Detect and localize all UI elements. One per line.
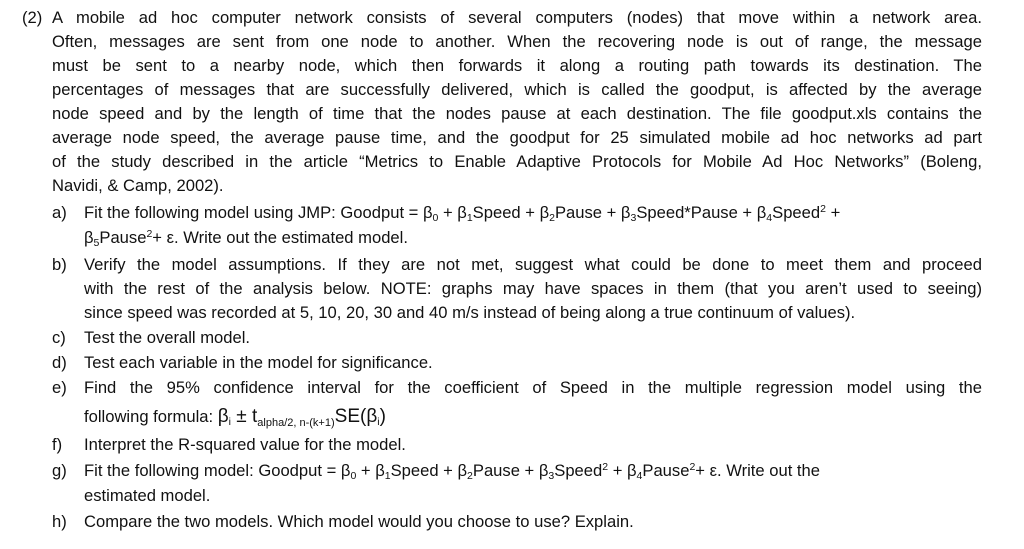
- item-text: with the rest of the analysis below. NOTE: graphs may have spaces in them (that you aren’t used to seeing): [84, 279, 982, 298]
- item-text: since speed was recorded at 5, 10, 20, 30 and 40 m/s instead of being along a true continuum of values).: [84, 303, 856, 322]
- intro-line: average node speed, the average pause time, and the goodput for 25 simulated mobile ad hoc networks ad part: [52, 128, 982, 147]
- intro-line: A mobile ad hoc computer network consists of several computers (nodes) that move within a network area.: [52, 8, 982, 27]
- item-text: Verify the model assumptions. If they are not met, suggest what could be done to meet them and proceed: [84, 255, 982, 274]
- intro-line: Often, messages are sent from one node to another. When the recovering node is out of range, the message: [52, 32, 982, 51]
- intro-line: of the study described in the article “Metrics to Enable Adaptive Protocols for Mobile Ad Hoc Networks” (Boleng,: [52, 152, 982, 171]
- intro-line: percentages of messages that are successfully delivered, which is called the goodput, is affected by the average: [52, 80, 982, 99]
- item-text: Compare the two models. Which model would you choose to use? Explain.: [84, 512, 634, 531]
- item-text: Test the overall model.: [84, 328, 251, 347]
- item-text: Interpret the R-squared value for the model.: [84, 435, 406, 454]
- item-text: $\beta_5Pause^2+ \varepsilon$. Write out the estimated model.: [84, 228, 408, 249]
- item-label: h): [52, 512, 67, 531]
- item-text: Test each variable in the model for significance.: [84, 353, 433, 372]
- item-label: g): [52, 461, 67, 480]
- item-label: f): [52, 435, 63, 454]
- item-text: estimated model.: [84, 486, 211, 505]
- item-label: e): [52, 378, 67, 397]
- problem-number: (2): [22, 8, 43, 27]
- item-text: Find the 95% confidence interval for the coefficient of Speed in the multiple regression model using the: [84, 378, 982, 397]
- intro-line: Navidi, & Camp, 2002).: [52, 176, 224, 195]
- ci-formula: following formula: $\beta_i \pm t_{alpha/2, n-(k+1)}SE(\beta_i)$: [84, 406, 386, 429]
- item-text: Fit the following model: Goodput = $\beta_0$ + $\beta_1Speed$ + $\beta_2Pause$ + $\beta_3Speed^2$ + $\beta_4Pause^2+ \varepsilon$. Write out the: [84, 461, 820, 482]
- item-label: c): [52, 328, 66, 347]
- item-label: b): [52, 255, 67, 274]
- intro-line: node speed and by the length of time that the nodes pause at each destination. The file goodput.xls contains the: [52, 104, 982, 123]
- intro-line: must be sent to a nearby node, which then forwards it along a routing path towards its destination. The: [52, 56, 982, 75]
- item-text: Fit the following model using JMP: Goodput = $\beta_0$ + $\beta_1Speed$ + $\beta_2Pause$ + $\beta_3Speed*Pause$ + $\beta_4Speed^2$ +: [84, 203, 841, 224]
- item-label: a): [52, 203, 67, 222]
- item-label: d): [52, 353, 67, 372]
